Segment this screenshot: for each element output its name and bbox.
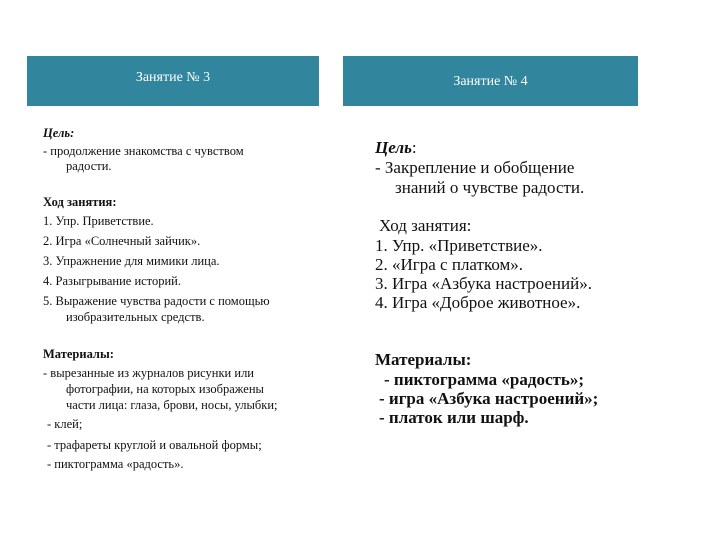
- right-course-item: 4. Игра «Доброе животное».: [375, 293, 581, 312]
- left-course-item: 3. Упражнение для мимики лица.: [43, 254, 220, 268]
- lesson-4-title: Занятие № 4: [453, 74, 528, 89]
- left-material-line: - клей;: [47, 417, 83, 431]
- left-material-line: - трафареты круглой и овальной формы;: [47, 438, 262, 452]
- right-course-heading: Ход занятия:: [379, 216, 472, 235]
- left-course-label: Ход занятия: [43, 195, 113, 209]
- right-material-line: - игра «Азбука настроений»;: [379, 389, 599, 408]
- left-course-item: 4. Разыгрывание историй.: [43, 274, 181, 288]
- right-course-item: 1. Упр. «Приветствие».: [375, 236, 543, 255]
- left-course-heading: [43, 195, 117, 210]
- left-goal-colon: :: [70, 126, 75, 140]
- left-material-line: фотографии, на которых изображены: [66, 382, 264, 396]
- right-course-item: 3. Игра «Азбука настроений».: [375, 274, 592, 293]
- right-material-line: - пиктограмма «радость»;: [384, 370, 584, 389]
- left-material-line: - вырезанные из журналов рисунки или: [43, 366, 254, 380]
- left-material-line: - пиктограмма «радость».: [47, 457, 184, 471]
- left-course-item: 5. Выражение чувства радости с помощью: [43, 294, 270, 308]
- left-course-item: изобразительных средств.: [66, 310, 205, 324]
- left-goal-heading: [43, 126, 74, 141]
- left-material-line: части лица: глаза, брови, носы, улыбки;: [66, 398, 278, 412]
- right-materials-heading: Материалы:: [375, 350, 472, 369]
- lesson-4-header: [343, 56, 638, 106]
- right-goal-line: - Закрепление и обобщение: [375, 158, 575, 177]
- right-goal-colon: :: [411, 138, 417, 157]
- left-goal-line: радости.: [66, 159, 112, 173]
- left-materials-heading: Материалы:: [43, 347, 114, 361]
- right-goal-line: знаний о чувстве радости.: [395, 178, 585, 197]
- left-course-colon: :: [112, 195, 117, 209]
- left-goal-label: Цель: [43, 126, 71, 140]
- right-material-line: - платок или шарф.: [379, 408, 529, 427]
- left-goal-line: - продолжение знакомства с чувством: [43, 144, 244, 158]
- right-goal-heading: [375, 138, 417, 157]
- lesson-3-title: Занятие № 3: [135, 70, 211, 85]
- right-course-item: 2. «Игра с платком».: [375, 255, 524, 274]
- right-goal-label: Цель: [375, 138, 412, 157]
- lesson-3-header: [27, 56, 319, 106]
- left-course-item: 2. Игра «Солнечный зайчик».: [43, 234, 201, 248]
- left-course-item: 1. Упр. Приветствие.: [43, 214, 154, 228]
